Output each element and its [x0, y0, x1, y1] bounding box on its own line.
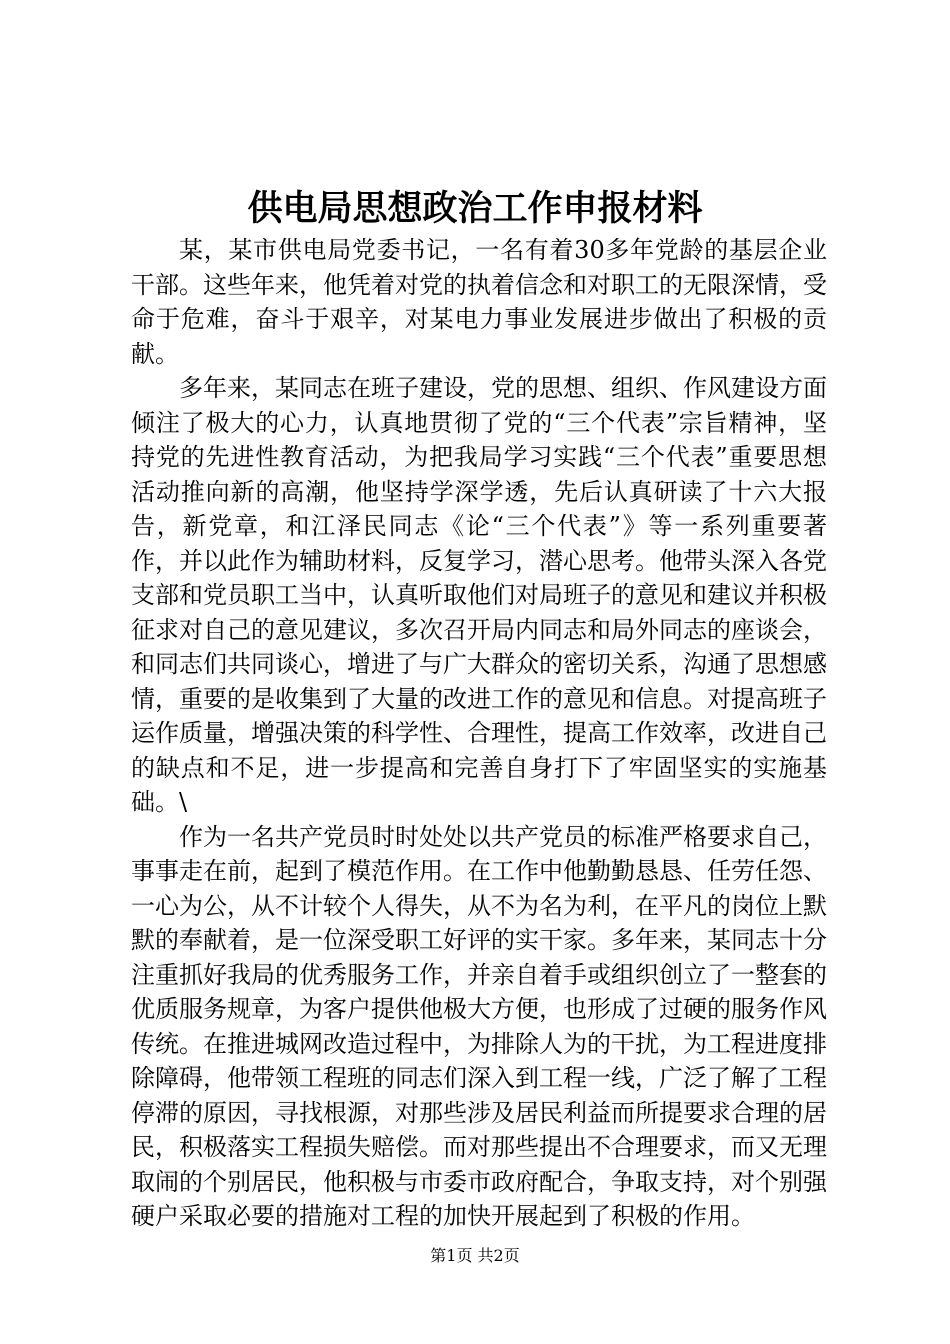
paragraph-3: 作为一名共产党员时时处处以共产党员的标准严格要求自己，事事走在前，起到了模范作用。在工作中他勤勤恳恳、任劳任怨、一心为公，从不计较个人得失，从不为名为利，在平凡的岗位上默默的奉献着，是一位深受职工好评的实干家。多年来，某同志十分注重抓好我局的优秀服务工作，并亲自着手或组织创立了一整套的优质服务规章，为客户提供他极大方便，也形成了过硬的服务作风传统。在推进城网改造过程中，为排除人为的干扰，为工程进度排除障碍，他带领工程班的同志们深入到工程一线，广泛了解了工程停滞的原因，寻找根源，对那些涉及居民利益而所提要求合理的居民，积极落实工程损失赔偿。而对那些提出不合理要求，而又无理取闹的个别居民，他积极与市委市政府配合，争取支持，对个别强硬户采取必要的措施对工程的加快开展起到了积极的作用。: [131, 822, 827, 1230]
paragraph-2: 多年来，某同志在班子建设，党的思想、组织、作风建设方面倾注了极大的心力，认真地贯彻了党的“三个代表”宗旨精神，坚持党的先进性教育活动，为把我局学习实践“三个代表”重要思想活动推向新的高潮，他坚持学深学透，先后认真研读了十六大报告，新党章，和江泽民同志《论“三个代表”》等一系列重要著作，并以此作为辅助材料，反复学习，潜心思考。他带头深入各党支部和党员职工当中，认真听取他们对局班子的意见和建议并积极征求对自己的意见建议，多次召开局内同志和局外同志的座谈会，和同志们共同谈心，增进了与广大群众的密切关系，沟通了思想感情，重要的是收集到了大量的改进工作的意见和信息。对提高班子运作质量，增强决策的科学性、合理性，提高工作效率，改进自己的缺点和不足，进一步提高和完善自身打下了牢固坚实的实施基础。\: [131, 374, 827, 816]
document-body: [131, 233, 827, 1234]
document-title: 供电局思想政治工作申报材料: [247, 188, 703, 229]
page-footer: 第1页 共2页: [430, 1246, 520, 1265]
paragraph-1: 某，某市供电局党委书记，一名有着30多年党龄的基层企业干部。这些年来，他凭着对党的执着信念和对职工的无限深情，受命于危难，奋斗于艰辛，对某电力事业发展进步做出了积极的贡献。: [131, 236, 827, 368]
